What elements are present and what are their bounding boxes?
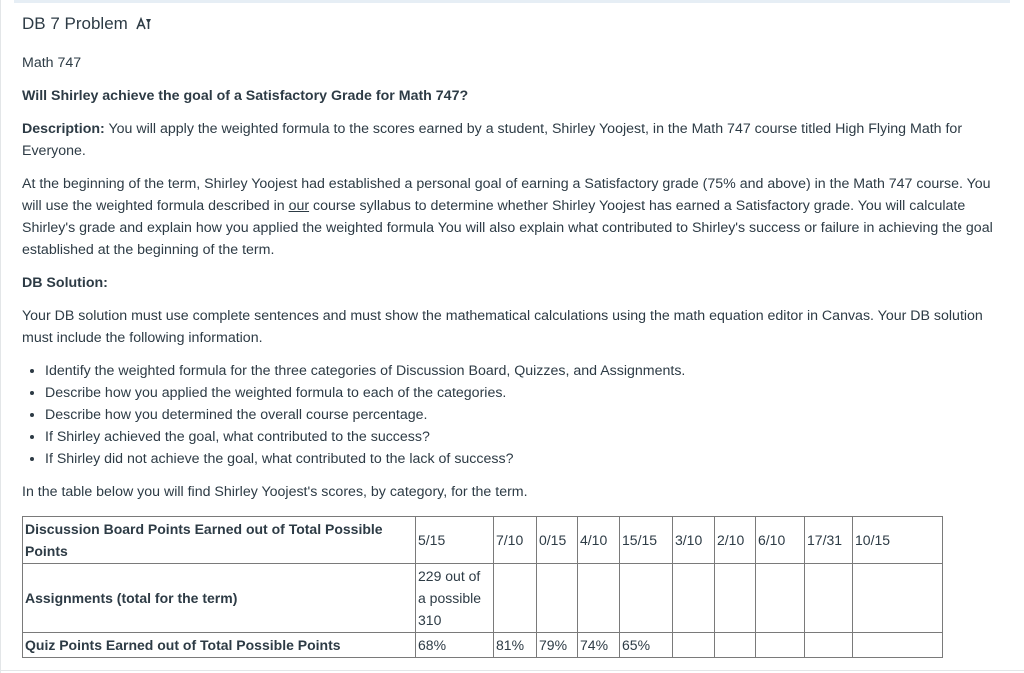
table-cell: 6/10 [756,517,805,564]
table-cell [673,564,715,633]
description-text: You will apply the weighted formula to the scores earned by a student, Shirley Yoojest, in the Math 747 course titled High Flying Math for Everyone. [22,121,963,159]
table-cell [715,633,756,658]
table-cell [805,564,853,633]
table-cell [578,564,620,633]
list-item: • If Shirley did not achieve the goal, what contributed to the lack of success? [45,448,1002,470]
table-row [23,564,943,633]
table-cell: 0/15 [537,517,578,564]
table-cell: 2/10 [715,517,756,564]
list-item: • Describe how you applied the weighted formula to each of the categories. [45,382,1002,404]
assignment-content [22,12,1002,503]
table-cell: 17/31 [805,517,853,564]
table-cell [673,633,715,658]
table-row [23,517,943,564]
table-cell: 15/15 [620,517,673,564]
description-label: Description: [22,121,105,137]
goal-text-1: At the beginning of the term, Shirley Yoojest had established a personal goal of earning a Satisfactory grade (75% and above) in the Math 747 course. You will use the weighted formula described in [22,176,991,214]
table-cell: 81% [494,633,537,658]
solution-paragraph: Your DB solution must use complete sentences and must show the mathematical calculations using the math equation editor in Canvas. Your DB solution must include the following information. [22,308,983,346]
table-cell: 79% [537,633,578,658]
requirements-list [22,360,1002,470]
list-item: • If Shirley achieved the goal, what contributed to the success? [45,426,1002,448]
table-cell: 68% [416,633,494,658]
course-name: Math 747 [22,55,82,71]
row-label-discussion: Discussion Board Points Earned out of Total Possible Points [23,517,416,564]
table-cell: 74% [578,633,620,658]
frame-bottom-border [0,670,1024,671]
page-title: DB 7 Problem [22,14,128,33]
table-cell: 3/10 [673,517,715,564]
table-cell: 229 out of a possible 310 [416,564,494,633]
title-row [22,12,1002,36]
table-row [23,633,943,658]
list-item: • Identify the weighted formula for the three categories of Discussion Board, Quizzes, and Assignments. [45,360,1002,382]
table-cell: 10/15 [853,517,943,564]
table-cell [853,564,943,633]
table-cell [620,564,673,633]
table-cell [537,564,578,633]
table-cell: 4/10 [578,517,620,564]
table-cell [715,564,756,633]
row-label-quizzes: Quiz Points Earned out of Total Possible Points [23,633,416,658]
table-cell [853,633,943,658]
goal-text-2: course syllabus to determine whether Shirley Yoojest has earned a Satisfactory grade. You will calculate Shirley's grade and explain how you applied the weighted formula You will also explain what contributed to Shirley's success or failure in achieving the goal established at the beginning of the term. [22,198,993,258]
list-item: • Describe how you determined the overall course percentage. [45,404,1002,426]
solution-heading: DB Solution: [22,275,108,291]
description-paragraph [22,118,1002,162]
table-cell: 5/15 [416,517,494,564]
table-intro: In the table below you will find Shirley Yoojest's scores, by category, for the term. [22,484,528,500]
frame-top-border [14,0,1010,3]
goal-underlined-word: our [288,198,310,214]
goal-paragraph [22,173,1002,261]
assignment-translate-icon[interactable] [136,17,152,31]
table-cell [756,633,805,658]
table-cell [805,633,853,658]
row-label-assignments: Assignments (total for the term) [23,564,416,633]
table-cell: 65% [620,633,673,658]
table-cell [494,564,537,633]
scores-table [22,516,943,658]
frame-left-border [0,0,1,673]
table-cell [756,564,805,633]
table-cell: 7/10 [494,517,537,564]
question-heading: Will Shirley achieve the goal of a Satisfactory Grade for Math 747? [22,88,469,104]
